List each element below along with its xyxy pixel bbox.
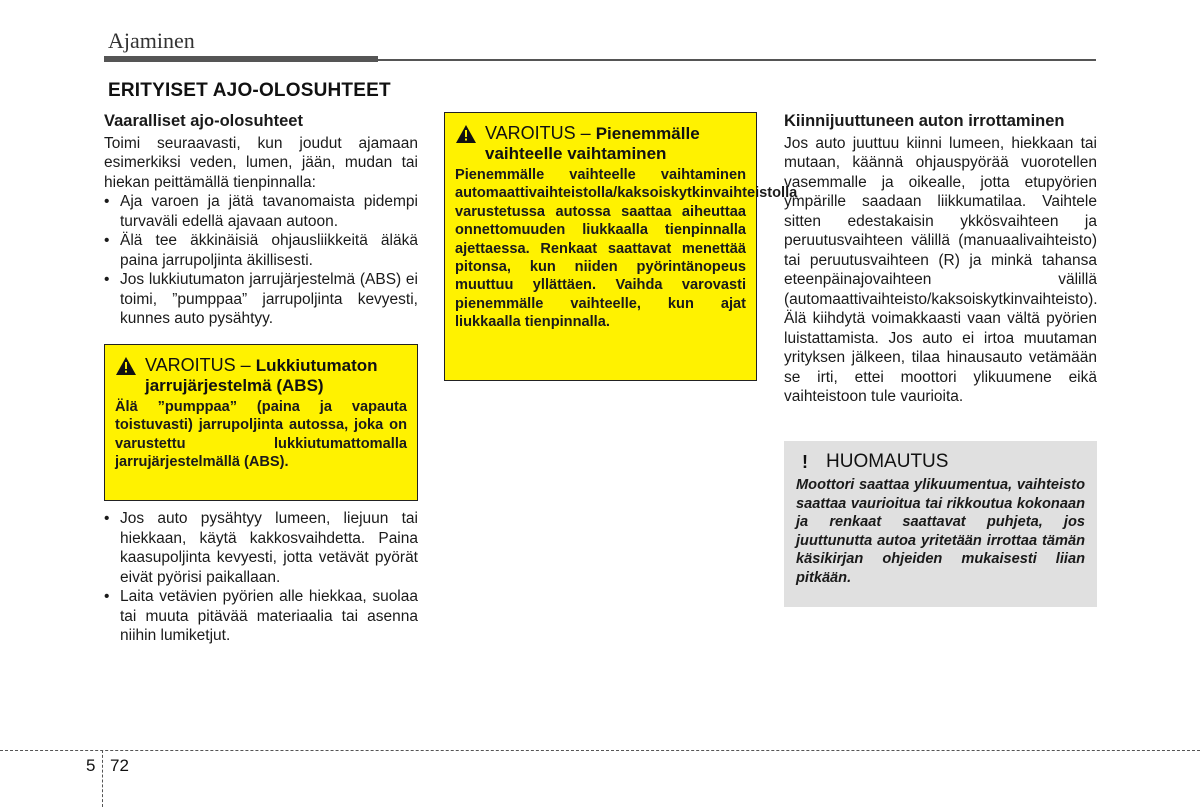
section-number: 5: [86, 756, 96, 775]
section-title: ERITYISET AJO-OLOSUHTEET: [108, 80, 391, 101]
list-item: [104, 587, 418, 646]
footer-dashed-divider: [102, 750, 103, 807]
left-column: [104, 112, 418, 329]
footer-dashed-rule: [0, 750, 1200, 751]
bullet-icon: •: [104, 271, 110, 288]
page-number: 72: [110, 756, 129, 775]
bullet-icon: •: [104, 510, 110, 527]
note-title: HUOMAUTUS: [826, 451, 949, 472]
warning-body: Älä ”pumppaa” (paina ja vapauta toistuvasti) jarrupoljinta autossa, joka on varustettu lukkiutumattomalla jarrujärjestelmällä (ABS).: [115, 399, 407, 471]
left-subhead: Vaaralliset ajo-olosuhteet: [104, 112, 303, 130]
warning-title: [485, 123, 746, 164]
warning-title-sub: Pienemmälle vaihteelle vaihtaminen: [485, 124, 700, 163]
list-item: [104, 231, 418, 270]
bullet-icon: •: [104, 588, 110, 605]
note-box: [784, 441, 1097, 607]
bullet-icon: •: [104, 193, 110, 210]
note-header: [796, 451, 1085, 473]
warning-title-sub: Lukkiutumaton jarrujärjestelmä (ABS): [145, 356, 378, 395]
right-body: Jos auto juuttuu kiinni lumeen, hiekkaan tai mutaan, käännä ohjauspyörää vuorotellen vasemmalle ja oikealle, jotta etupyörien ympärille saadaan liikkumatilaa. Vaihtele sitten edestakaisin ykkösvaihteen ja peruutusvaihteen välillä (manuaalivaihteisto) tai peruutusvaihteen (R) ja minkä tahansa eteenpäinajovaihteen välillä (automaattivaihteisto/kaksoiskytkinvaihteisto). Älä kiihdytä voimakkaasti vaan vältä pyörien luistattamista. Jos auto ei irtoa muutaman yrityksen jälkeen, tilaa hinausauto vetämään se irti, ettei moottori ylikuumene eikä vaihteistoon tule vaurioita.: [784, 134, 1098, 405]
warning-title-main: VAROITUS –: [485, 123, 596, 143]
list-item-text: Jos auto pysähtyy lumeen, liejuun tai hiekkaan, käytä kakkosvaihdetta. Paina kaasupoljinta kevyesti, jotta vetävät pyörät eivät pyörisi paikallaan.: [120, 510, 418, 586]
warning-triangle-icon: [455, 124, 477, 144]
exclamation-icon: !: [802, 451, 808, 472]
bullet-list-bottom: [104, 509, 418, 646]
warning-title: [145, 355, 407, 396]
warning-title-main: VAROITUS –: [145, 355, 256, 375]
left-column-lower: [104, 509, 418, 646]
right-column: [784, 112, 1097, 407]
list-item-text: Älä tee äkkinäisiä ohjausliikkeitä äläkä paina jarrupoljinta äkillisesti.: [120, 232, 418, 269]
list-item-text: Aja varoen ja jätä tavanomaista pidempi turvaväli edellä ajavaan autoon.: [120, 193, 418, 230]
list-item: [104, 270, 418, 329]
warning-box-gear: [444, 112, 798, 381]
list-item: [104, 192, 418, 231]
list-item-text: Jos lukkiutumaton jarrujärjestelmä (ABS) ei toimi, ”pumppaa” jarrupoljinta kevyesti, kunnes auto pysähtyy.: [120, 271, 418, 327]
note-body: Moottori saattaa ylikuumentua, vaihteisto saattaa vaurioitua tai rikkoutua kokonaan ja renkaat saattavat puhjeta, jos juuttunutta autoa yritetään irrottaa tämän käsikirjan ohjeiden mukaisesti liian pitkään.: [796, 477, 1085, 586]
bullet-icon: •: [104, 232, 110, 249]
running-head: Ajaminen: [108, 28, 195, 53]
list-item-text: Laita vetävien pyörien alle hiekkaa, suolaa tai muuta pitävää materiaalia tai asenna niihin lumiketjut.: [120, 588, 418, 644]
header-bar-dark: [104, 56, 378, 62]
header-rule: [378, 59, 1096, 61]
warning-box-abs: [104, 344, 418, 501]
warning-triangle-icon: [115, 356, 137, 376]
right-subhead: Kiinnijuuttuneen auton irrottaminen: [784, 112, 1065, 130]
left-intro: Toimi seuraavasti, kun joudut ajamaan esimerkiksi veden, lumen, jään, mudan tai hiekan peittämällä tienpinnalla:: [104, 134, 418, 191]
list-item: [104, 509, 418, 587]
warning-body: Pienemmälle vaihteelle vaihtaminen automaattivaihteistolla/kaksoiskytkinvaihteistolla varustetussa autossa saattaa aiheuttaa onnettomuuden liukkaalla tienpinnalla ajettaessa. Renkaat saattavat menettää pitonsa, kun niiden pyörintänopeus muuttuu yllättäen. Vaihda varovasti pienemmälle vaihteelle, kun ajat liukkaalla tienpinnalla.: [455, 167, 798, 331]
warning-header: [455, 123, 746, 164]
bullet-list-top: [104, 192, 418, 329]
warning-header: [115, 355, 407, 396]
